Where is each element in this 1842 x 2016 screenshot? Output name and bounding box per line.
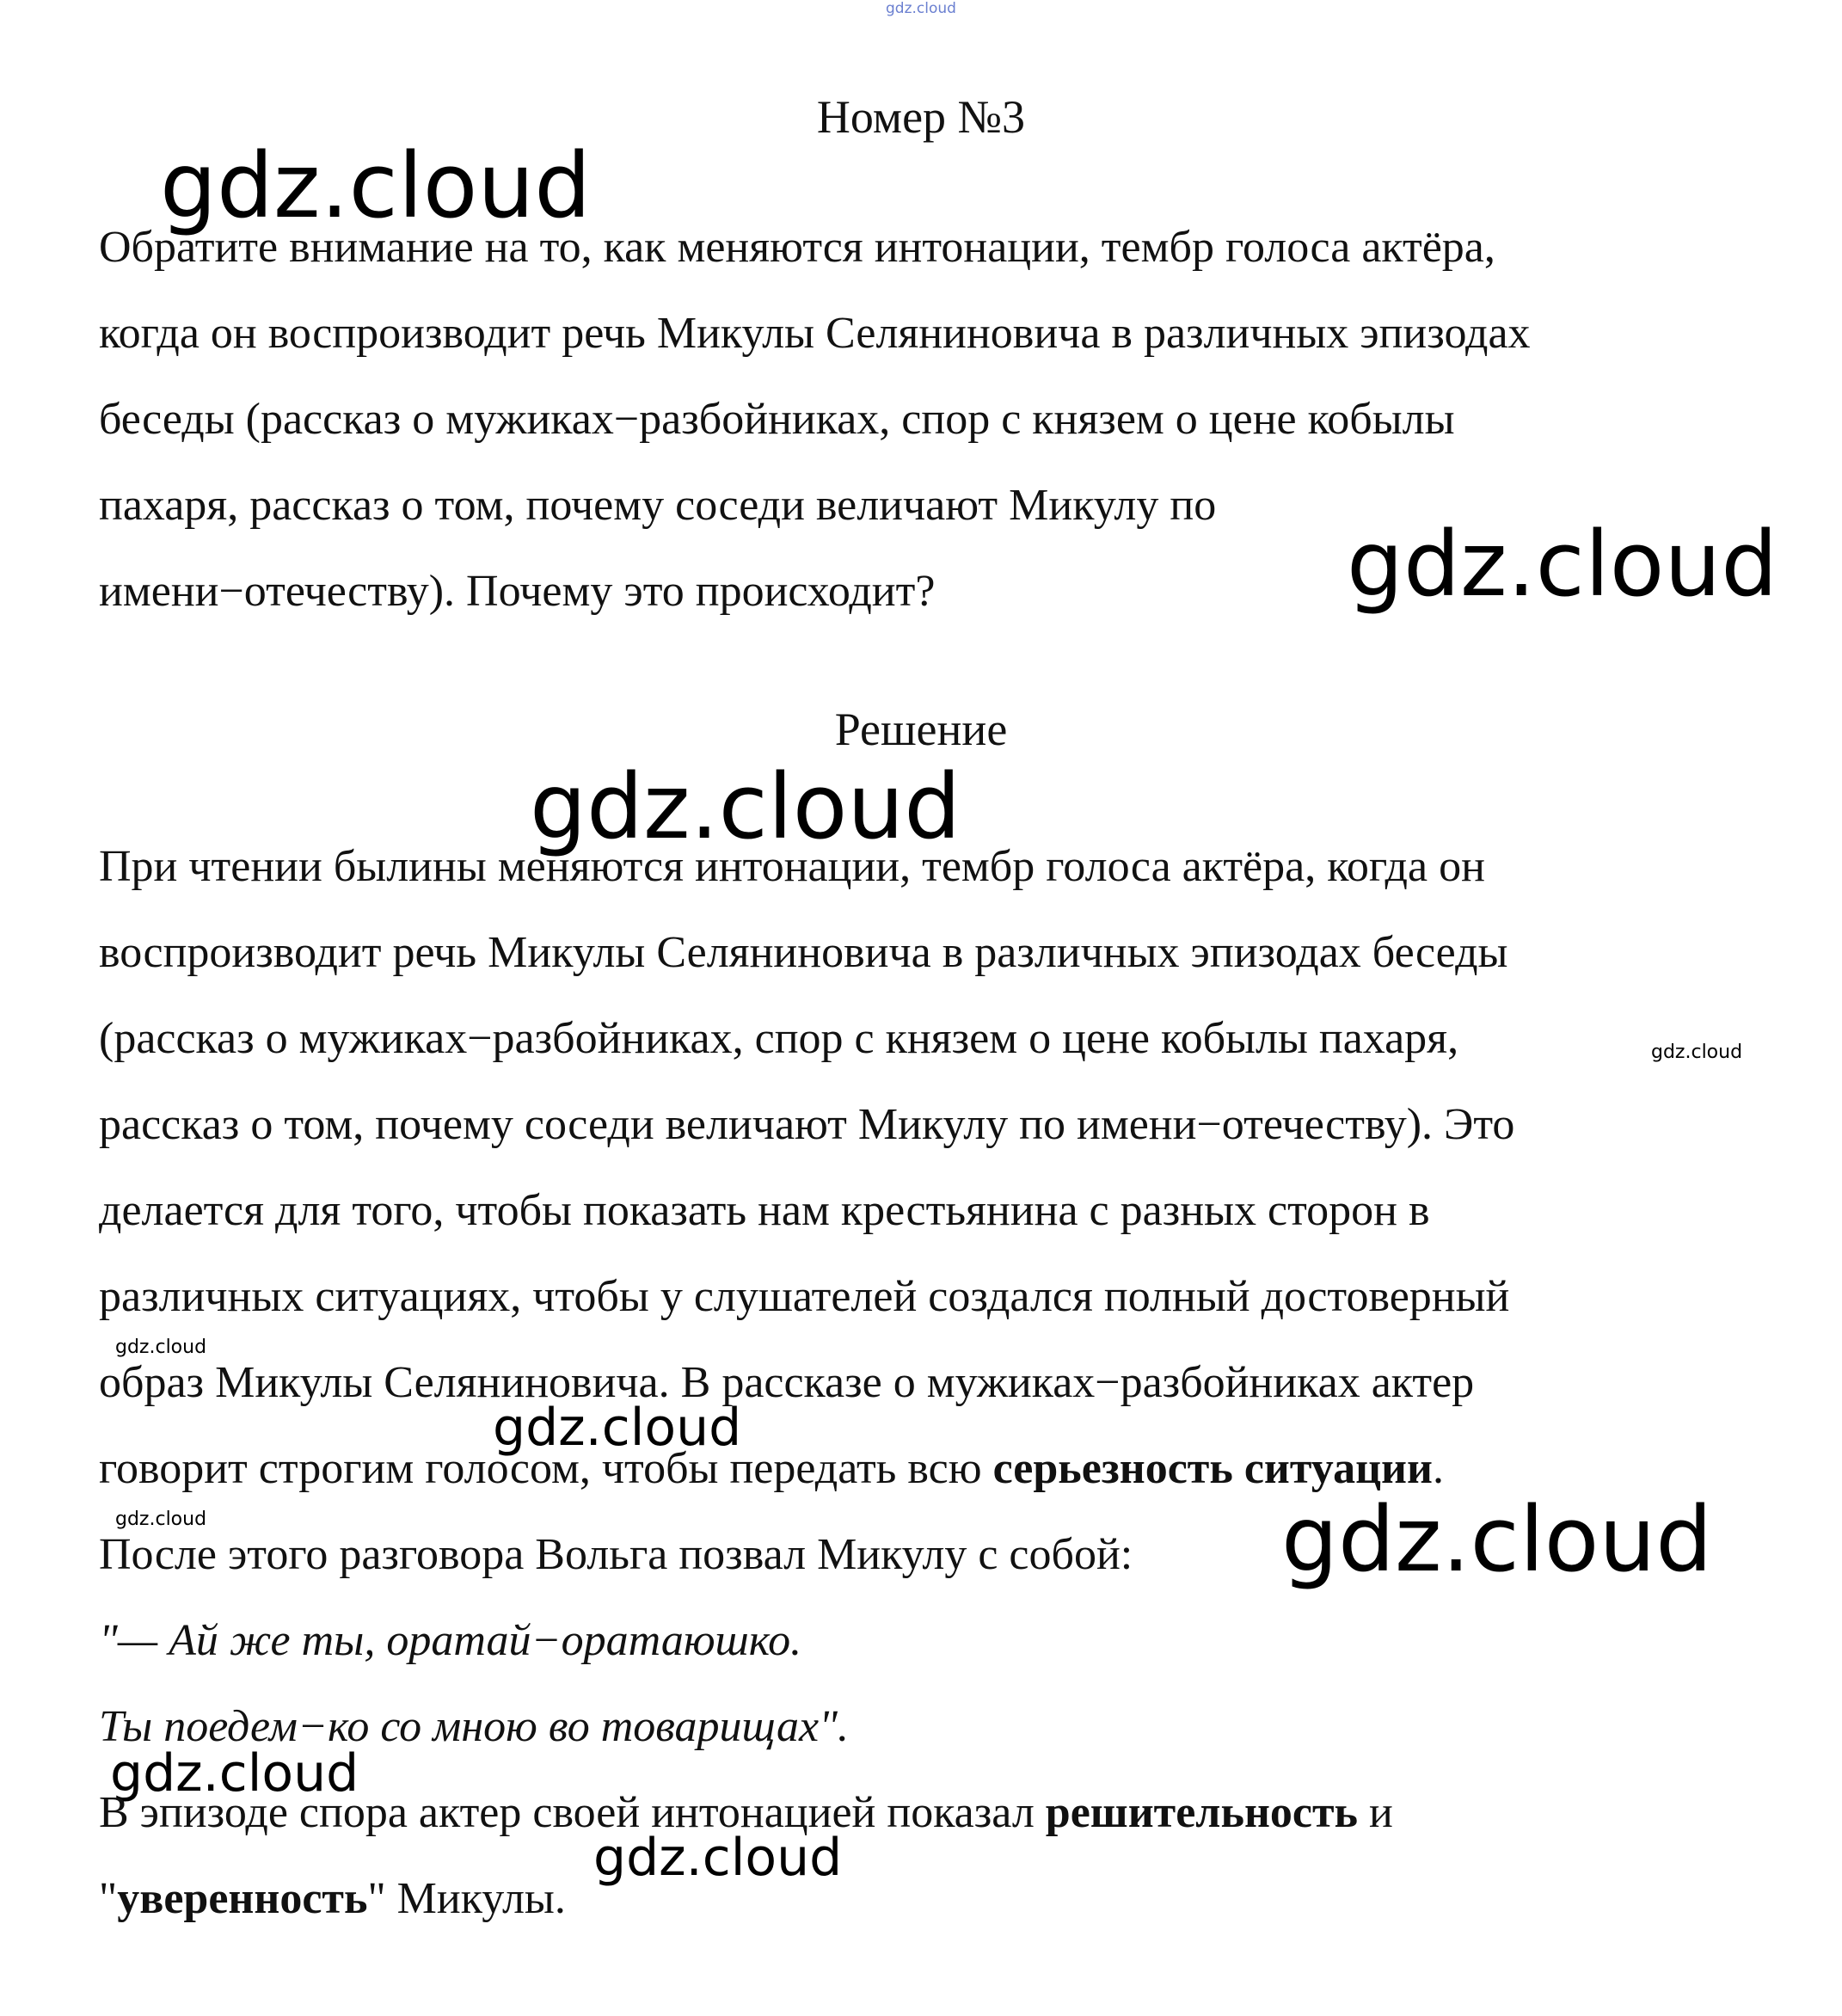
watermark: gdz.cloud [1347, 512, 1778, 617]
solution-line-5: делается для того, чтобы показать нам крестьянина с разных сторон в [99, 1186, 1430, 1235]
watermark: gdz.cloud [530, 754, 961, 859]
solution-title: Решение [834, 704, 1008, 755]
solution-line-9: После этого разговора Вольга позвал Микулу с собой: [99, 1530, 1133, 1579]
watermark: gdz.cloud [593, 1828, 843, 1888]
quote-line-1: "— Ай же ты, оратай−оратаюшко. [99, 1616, 802, 1665]
emphasis-confidence: уверенность [117, 1874, 368, 1923]
watermark: gdz.cloud [160, 133, 592, 238]
task-line-2: когда он воспроизводит речь Микулы Селяниновича в различных эпизодах [99, 309, 1531, 358]
watermark: gdz.cloud [110, 1743, 359, 1804]
solution-line-4: рассказ о том, почему соседи величают Микулу по имени−отечеству). Это [99, 1100, 1515, 1149]
solution-line-8: говорит строгим голосом, чтобы передать всю серьезность ситуации. [99, 1444, 1444, 1493]
solution-line-6: различных ситуациях, чтобы у слушателей создался полный достоверный [99, 1272, 1510, 1321]
task-line-1: Обратите внимание на то, как меняются интонации, тембр голоса актёра, [99, 223, 1495, 272]
watermark-small: gdz.cloud [115, 1509, 207, 1530]
task-title: Номер №3 [816, 91, 1026, 143]
watermark: gdz.cloud [493, 1398, 742, 1458]
watermark-small: gdz.cloud [115, 1337, 207, 1358]
watermark: gdz.cloud [1281, 1487, 1713, 1592]
solution-line-3: (рассказ о мужиках−разбойниках, спор с князем о цене кобылы пахаря, [99, 1014, 1459, 1063]
solution-line-2: воспроизводит речь Микулы Селяниновича в различных эпизодах беседы [99, 928, 1508, 977]
task-line-5: имени−отечеству). Почему это происходит? [99, 567, 936, 616]
task-line-3: беседы (рассказ о мужиках−разбойниках, спор с князем о цене кобылы [99, 395, 1455, 444]
watermark-small: gdz.cloud [1651, 1042, 1743, 1063]
watermark-top: gdz.cloud [886, 0, 956, 17]
solution-line-12: В эпизоде спора актер своей интонацией показал решительность и [99, 1788, 1393, 1837]
emphasis-determination: решительность [1045, 1788, 1359, 1837]
solution-line-13: "уверенность" Микулы. [99, 1874, 566, 1923]
quote-line-2: Ты поедем−ко со мною во товарищах". [99, 1702, 849, 1751]
emphasis-seriousness: серьезность ситуации [992, 1444, 1433, 1493]
solution-line-1: При чтении былины меняются интонации, тембр голоса актёра, когда он [99, 842, 1485, 891]
task-line-4: пахаря, рассказ о том, почему соседи величают Микулу по [99, 481, 1217, 530]
solution-line-7: образ Микулы Селяниновича. В рассказе о мужиках−разбойниках актер [99, 1358, 1475, 1407]
